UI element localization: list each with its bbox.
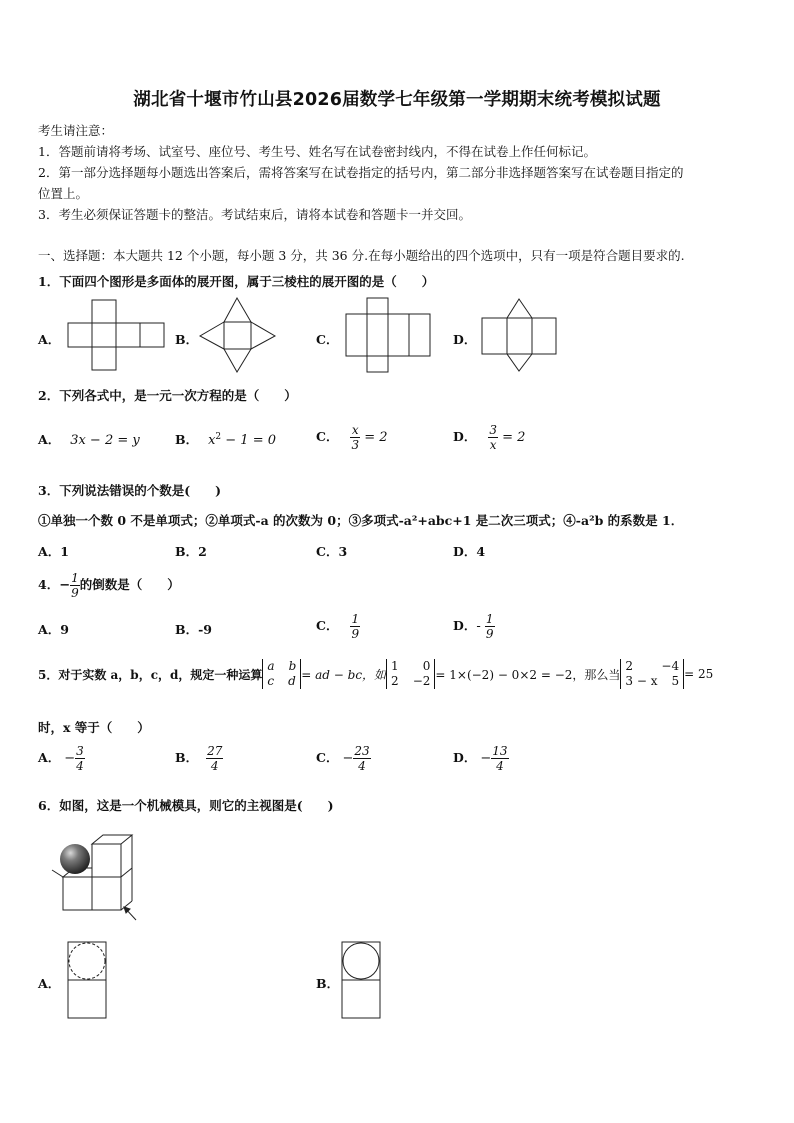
- q2-option-b-exp: 2: [215, 431, 222, 442]
- q6-option-b-label: B．: [316, 976, 340, 991]
- q2-d-numerator: 3: [489, 423, 497, 437]
- q5-ex-tr: 0: [422, 659, 431, 673]
- q4-option-b: B．-9: [175, 622, 212, 637]
- q6-stem: 6．如图，这是一个机械模具，则它的主视图是( ): [38, 798, 334, 813]
- q5-q-br: 5: [671, 674, 680, 688]
- section-heading: 一、选择题：本大题共 12 个小题，每小题 3 分，共 36 分.在每小题给出的四个选项中，只有一项是符合题目要求的.: [38, 248, 685, 263]
- q2-c-rest: = 2: [360, 430, 388, 445]
- q6-option-b-view: [340, 940, 384, 1022]
- q1-net-b: [198, 298, 278, 374]
- q1-net-d: [480, 298, 560, 374]
- q2-option-b-base: x: [208, 433, 216, 448]
- q4-neg: −: [59, 578, 71, 593]
- page-title: 湖北省十堰市竹山县2026届数学七年级第一学期期末统考模拟试题: [133, 90, 661, 110]
- q4-option-d-label: D．: [453, 618, 477, 633]
- q5-stem-end: 时，x 等于（ ）: [38, 720, 150, 735]
- q4-denominator: 9: [71, 586, 79, 600]
- q5-option-b-label: B．: [175, 750, 199, 765]
- q5-c-sign: −: [342, 751, 354, 766]
- q3-option-a: A．1: [38, 544, 69, 559]
- q2-stem: 2．下列各式中，是一元一次方程的是（ ）: [38, 388, 297, 403]
- q5-option-d-label: D．: [453, 750, 477, 765]
- q4-c-numerator: 1: [351, 612, 360, 626]
- note-1: 1．答题前请将考场、试室号、座位号、考生号、姓名写在试卷密封线内，不得在试卷上作任何标记。: [38, 144, 596, 159]
- q4-c-denominator: 9: [351, 627, 360, 641]
- q6-ball: [60, 844, 90, 874]
- q5-b-denominator: 4: [210, 759, 219, 773]
- q2-option-b-rest: − 1 = 0: [221, 433, 276, 448]
- q4-d-denominator: 9: [485, 627, 494, 641]
- q4-option-c-label: C．: [316, 618, 339, 633]
- q5-q-tl: 2: [625, 659, 634, 673]
- q1-net-a: [66, 300, 166, 372]
- q3-option-b: B．2: [175, 544, 207, 559]
- q2-c-numerator: x: [351, 423, 359, 437]
- q3-option-d: D．4: [453, 544, 486, 559]
- q4-option-a: A．9: [38, 622, 69, 637]
- q2-c-denominator: 3: [351, 438, 360, 452]
- q5-ex-eq: = 1×(−2) − 0×2 = −2，那么当: [435, 667, 621, 682]
- q2-d-denominator: x: [489, 438, 497, 452]
- q5-c-numerator: 23: [354, 744, 370, 758]
- q5-def-tr: b: [288, 659, 297, 673]
- q5-d-sign: −: [480, 751, 492, 766]
- q5-ex-bl: 2: [391, 674, 399, 688]
- q5-q-eq: = 25: [684, 667, 714, 681]
- q5-q-bl: 3 − x: [625, 674, 658, 688]
- q2-option-d-label: D．: [453, 429, 477, 444]
- q2-option-c-label: C．: [316, 429, 339, 444]
- q5-def-bl: c: [267, 674, 275, 688]
- q6-option-a-label: A．: [38, 976, 61, 991]
- q3-statements: ①单独一个数 0 不是单项式；②单项式-a 的次数为 0；③多项式-a²+abc+1 是二次三项式；④-a²b 的系数是 1．: [38, 513, 684, 528]
- q1-net-c: [344, 298, 434, 374]
- q5-ex-tl: 1: [391, 659, 399, 673]
- q5-a-sign: −: [64, 751, 76, 766]
- q6-mold-figure: [48, 830, 148, 922]
- q4-d-numerator: 1: [485, 612, 494, 626]
- q4-d-sign: -: [476, 619, 485, 634]
- q1-option-b-label: B．: [175, 332, 199, 347]
- q5-d-numerator: 13: [492, 744, 508, 758]
- q1-stem: 1．下面四个图形是多面体的展开图，属于三棱柱的展开图的是（ ）: [38, 274, 435, 289]
- q5-stem-intro: 5．对于实数 a，b，c，d，规定一种运算: [38, 667, 263, 682]
- q3-stem: 3．下列说法错误的个数是( ): [38, 483, 222, 498]
- note-3: 3．考生必须保证答题卡的整洁。考试结束后，请将本试卷和答题卡一并交回。: [38, 207, 471, 222]
- q4-numerator: 1: [71, 571, 79, 585]
- note-2-cont: 位置上。: [38, 186, 89, 201]
- q2-option-a-expr: 3x − 2 = y: [70, 433, 140, 448]
- q5-ex-br: −2: [412, 674, 431, 688]
- q5-b-numerator: 27: [207, 744, 223, 758]
- q1-option-a-label: A．: [38, 332, 61, 347]
- q5-d-denominator: 4: [496, 759, 504, 773]
- q5-a-denominator: 4: [76, 759, 84, 773]
- q5-c-denominator: 4: [358, 759, 366, 773]
- q5-option-c-label: C．: [316, 750, 339, 765]
- q4-prefix: 4．: [38, 577, 60, 592]
- q3-option-c: C．3: [316, 544, 348, 559]
- q5-def-tl: a: [267, 659, 275, 673]
- notes-heading: 考生请注意：: [38, 123, 114, 138]
- q2-option-a-label: A．: [38, 432, 61, 447]
- q6-option-a-view: [66, 940, 110, 1022]
- q5-q-tr: −4: [661, 659, 680, 673]
- q2-option-b-label: B．: [175, 432, 199, 447]
- q1-option-d-label: D．: [453, 332, 477, 347]
- q2-d-rest: = 2: [497, 430, 526, 445]
- q5-def-br: d: [288, 674, 296, 688]
- q5-option-a-label: A．: [38, 750, 61, 765]
- q4-suffix: 的倒数是（ ）: [79, 577, 180, 592]
- note-2: 2．第一部分选择题每小题选出答案后，需将答案写在试卷指定的括号内，第二部分非选择题答案写在试卷题目指定的: [38, 165, 684, 180]
- q5-def-eq: = ad − bc，如: [301, 667, 387, 682]
- q5-a-numerator: 3: [76, 744, 84, 758]
- q1-option-c-label: C．: [316, 332, 339, 347]
